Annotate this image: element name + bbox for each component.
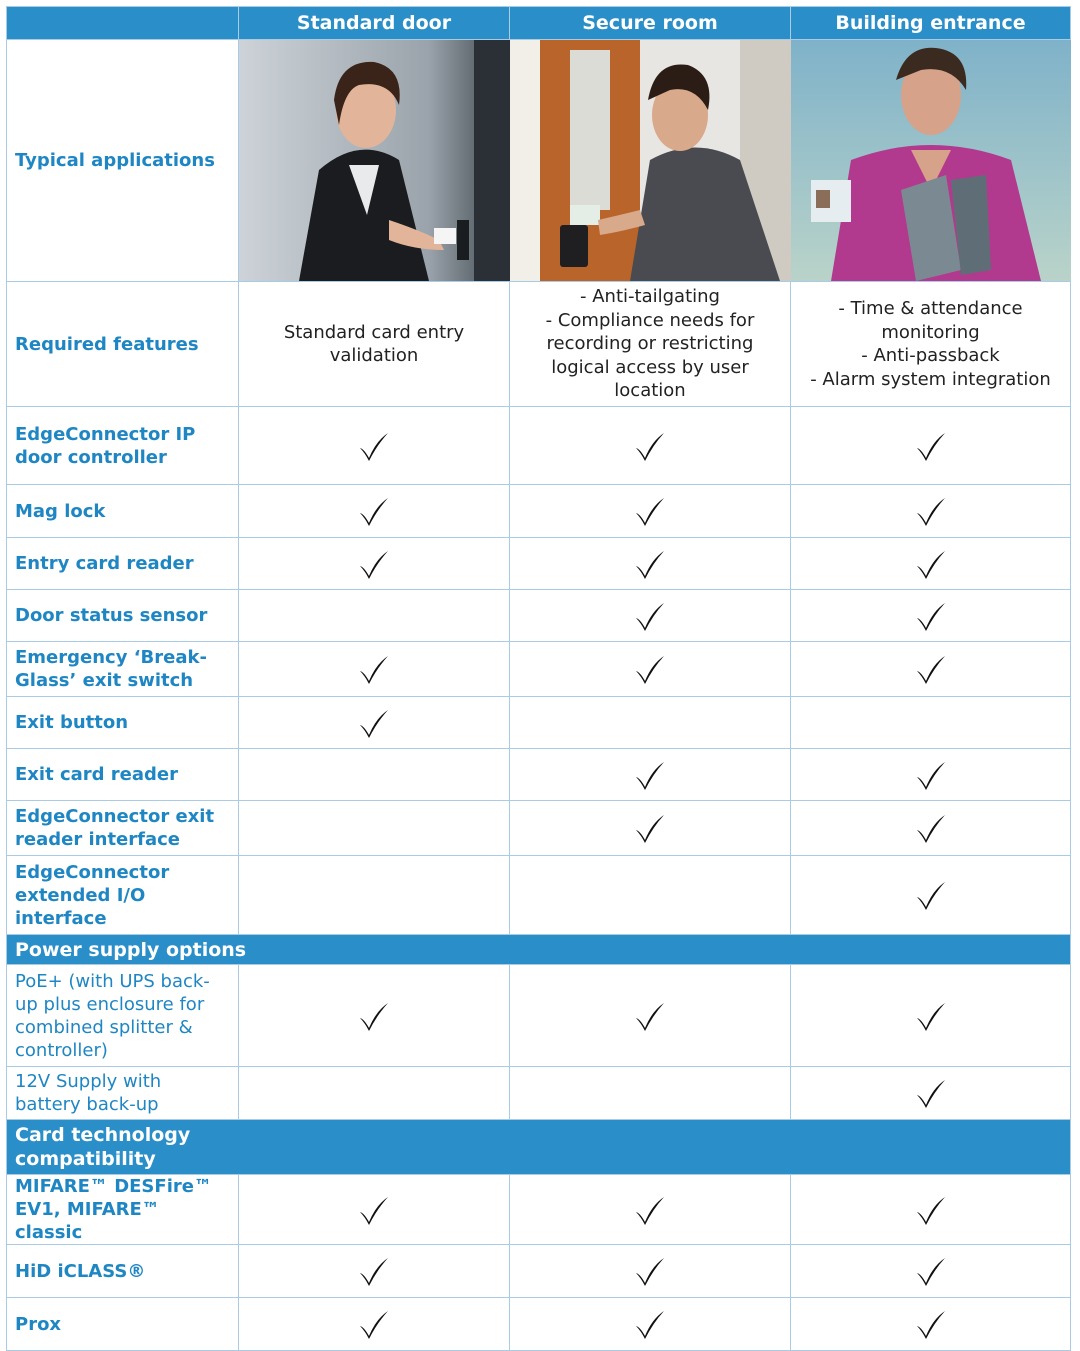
header-row xyxy=(7,7,1071,40)
check-cell xyxy=(791,697,1071,749)
row-label: EdgeConnector IP door controller xyxy=(7,407,239,485)
row-label: EdgeConnector exit reader interface xyxy=(7,801,239,856)
row-label: 12V Supply with battery back-up xyxy=(7,1067,239,1120)
header-standard-door: Standard door xyxy=(239,7,510,40)
checkmark-icon xyxy=(791,429,1070,463)
check-cell xyxy=(510,407,791,485)
check-cell xyxy=(510,749,791,801)
check-cell xyxy=(791,407,1071,485)
check-cell xyxy=(239,538,510,590)
building-entrance-photo xyxy=(791,40,1071,282)
required-features-label: Required features xyxy=(7,282,239,407)
check-cell xyxy=(791,642,1071,697)
comparison-table-wrapper xyxy=(6,6,1070,1351)
section-header-row xyxy=(7,1120,1071,1175)
row-label: Exit card reader xyxy=(7,749,239,801)
power-row xyxy=(7,965,1071,1067)
check-cell xyxy=(239,856,510,935)
checkmark-icon xyxy=(239,494,509,528)
comparison-table xyxy=(6,6,1071,1351)
check-cell xyxy=(239,1298,510,1351)
check-cell xyxy=(510,538,791,590)
required-features-row xyxy=(7,282,1071,407)
cards-row xyxy=(7,1298,1071,1351)
power-row xyxy=(7,1067,1071,1120)
row-label: Exit button xyxy=(7,697,239,749)
section-header: Power supply options xyxy=(7,935,1071,965)
checkmark-icon xyxy=(239,1307,509,1341)
row-label: Prox xyxy=(7,1298,239,1351)
checkmark-icon xyxy=(791,758,1070,792)
check-cell xyxy=(510,642,791,697)
checkmark-icon xyxy=(239,706,509,740)
row-label: Emergency ‘Break- Glass’ exit switch xyxy=(7,642,239,697)
checkmark-icon xyxy=(239,652,509,686)
components-row xyxy=(7,538,1071,590)
check-cell xyxy=(239,407,510,485)
check-cell xyxy=(510,856,791,935)
section-header-row xyxy=(7,935,1071,965)
secure-room-photo xyxy=(510,40,791,282)
check-cell xyxy=(239,485,510,538)
checkmark-icon xyxy=(510,494,790,528)
cards-row xyxy=(7,1245,1071,1298)
check-cell xyxy=(791,1067,1071,1120)
components-row xyxy=(7,749,1071,801)
check-cell xyxy=(239,642,510,697)
checkmark-icon xyxy=(510,1307,790,1341)
features-building-entrance: - Time & attendance monitoring - Anti-passback - Alarm system integration xyxy=(791,282,1071,407)
check-cell xyxy=(239,590,510,642)
check-cell xyxy=(791,801,1071,856)
check-cell xyxy=(510,1175,791,1245)
checkmark-icon xyxy=(239,547,509,581)
features-standard-door: Standard card entry validation xyxy=(239,282,510,407)
checkmark-icon xyxy=(510,999,790,1033)
components-row xyxy=(7,697,1071,749)
checkmark-icon xyxy=(791,652,1070,686)
check-cell xyxy=(510,1245,791,1298)
components-row xyxy=(7,407,1071,485)
components-row xyxy=(7,642,1071,697)
components-row xyxy=(7,856,1071,935)
checkmark-icon xyxy=(791,1076,1070,1110)
checkmark-icon xyxy=(791,1193,1070,1227)
components-row xyxy=(7,485,1071,538)
checkmark-icon xyxy=(239,999,509,1033)
header-building-entrance: Building entrance xyxy=(791,7,1071,40)
checkmark-icon xyxy=(791,494,1070,528)
check-cell xyxy=(791,538,1071,590)
row-label: EdgeConnector extended I/O interface xyxy=(7,856,239,935)
check-cell xyxy=(239,1175,510,1245)
row-label: MIFARE™ DESFire™ EV1, MIFARE™ classic xyxy=(7,1175,239,1245)
check-cell xyxy=(791,856,1071,935)
check-cell xyxy=(791,1245,1071,1298)
components-row xyxy=(7,590,1071,642)
checkmark-icon xyxy=(510,429,790,463)
header-blank xyxy=(7,7,239,40)
checkmark-icon xyxy=(791,599,1070,633)
cards-row xyxy=(7,1175,1071,1245)
check-cell xyxy=(510,697,791,749)
checkmark-icon xyxy=(510,547,790,581)
check-cell xyxy=(791,590,1071,642)
check-cell xyxy=(510,590,791,642)
components-row xyxy=(7,801,1071,856)
checkmark-icon xyxy=(791,547,1070,581)
checkmark-icon xyxy=(510,599,790,633)
check-cell xyxy=(791,749,1071,801)
check-cell xyxy=(510,1298,791,1351)
header-secure-room: Secure room xyxy=(510,7,791,40)
row-label: HiD iCLASS® xyxy=(7,1245,239,1298)
check-cell xyxy=(510,485,791,538)
check-cell xyxy=(239,801,510,856)
section-header: Card technology compatibility xyxy=(7,1120,1071,1175)
row-label: PoE+ (with UPS back- up plus enclosure for combined splitter & controller) xyxy=(7,965,239,1067)
check-cell xyxy=(239,749,510,801)
checkmark-icon xyxy=(510,1254,790,1288)
check-cell xyxy=(239,1245,510,1298)
checkmark-icon xyxy=(510,811,790,845)
features-secure-room: - Anti-tailgating - Compliance needs for recording or restricting logical access by user location xyxy=(510,282,791,407)
check-cell xyxy=(791,1298,1071,1351)
check-cell xyxy=(239,697,510,749)
checkmark-icon xyxy=(239,1193,509,1227)
checkmark-icon xyxy=(510,1193,790,1227)
checkmark-icon xyxy=(791,1254,1070,1288)
check-cell xyxy=(791,1175,1071,1245)
checkmark-icon xyxy=(791,999,1070,1033)
check-cell xyxy=(239,965,510,1067)
check-cell xyxy=(239,1067,510,1120)
row-label: Entry card reader xyxy=(7,538,239,590)
standard-door-photo xyxy=(239,40,510,282)
check-cell xyxy=(510,1067,791,1120)
check-cell xyxy=(510,801,791,856)
check-cell xyxy=(791,485,1071,538)
row-label: Mag lock xyxy=(7,485,239,538)
checkmark-icon xyxy=(510,758,790,792)
checkmark-icon xyxy=(239,1254,509,1288)
checkmark-icon xyxy=(510,652,790,686)
typical-applications-label: Typical applications xyxy=(7,40,239,282)
row-label: Door status sensor xyxy=(7,590,239,642)
checkmark-icon xyxy=(791,1307,1070,1341)
check-cell xyxy=(791,965,1071,1067)
typical-applications-row xyxy=(7,40,1071,282)
checkmark-icon xyxy=(791,811,1070,845)
check-cell xyxy=(510,965,791,1067)
checkmark-icon xyxy=(791,878,1070,912)
checkmark-icon xyxy=(239,429,509,463)
